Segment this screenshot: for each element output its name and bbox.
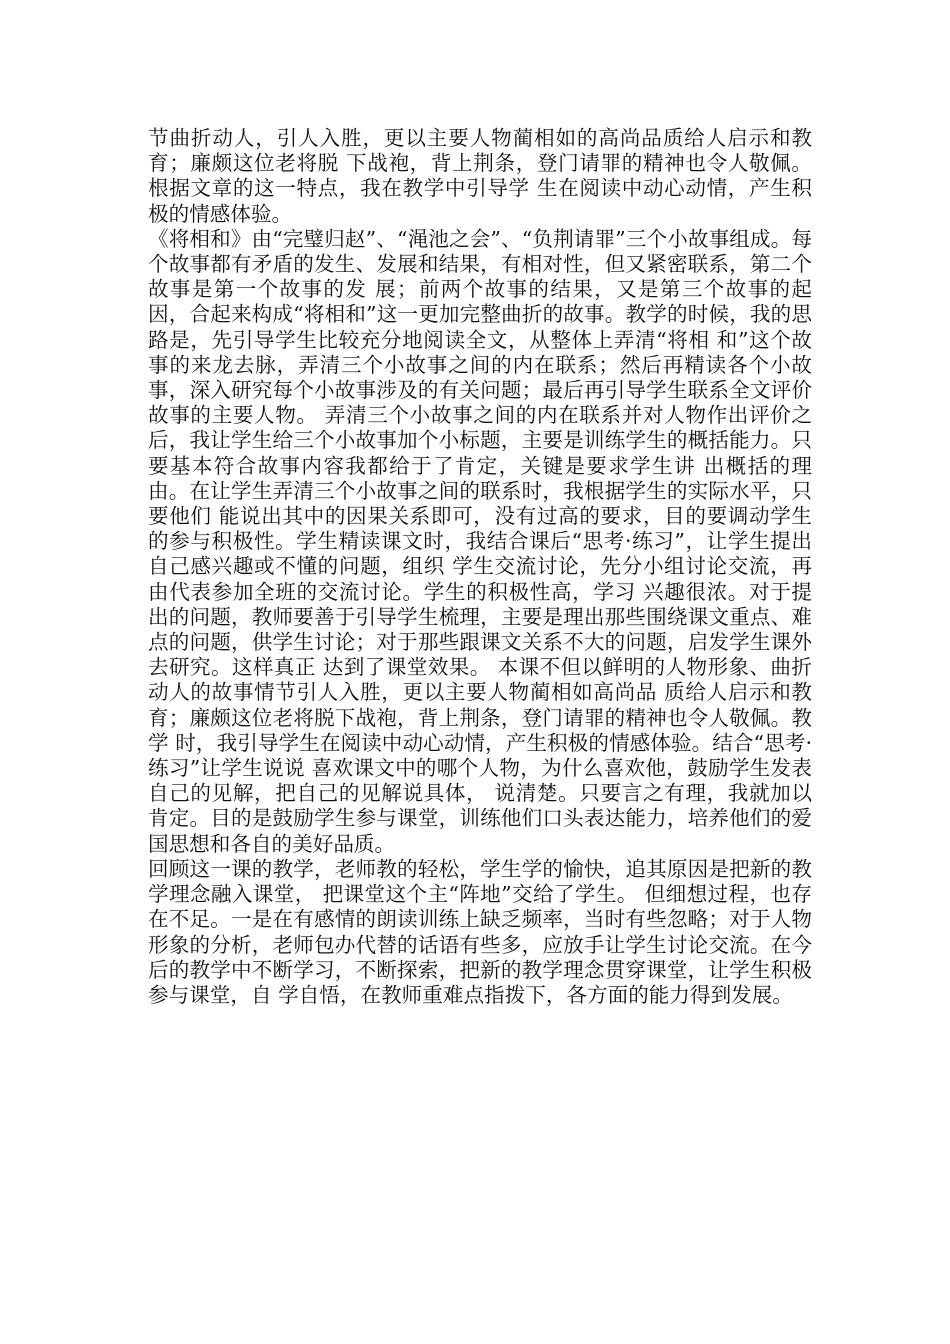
paragraph-main: 《将相和》由“完璧归赵”、“渑池之会”、“负荆请罪”三个小故事组成。每个故事都有矛盾的发生、发展和结果，有相对性，但又紧密联系，第二个故事是第一个故事的发 展；前两个故事的结果，又是第三个故事的起因，合起来构成“将相和”这一更加完整曲折的故事。教学的时候，我的思路是，先引导学生比较充分地阅读全文，从整体上弄清“将相 和”这个故事的来龙去脉，弄清三个小故事之间的内在联系；然后再精读各个小故事，深入研究每个小故事涉及的有关问题；最后再引导学生联系全文评价故事的主要人物。 弄清三个小故事之间的内在联系并对人物作出评价之后，我让学生给三个小故事加个小标题，主要是训练学生的概括能力。只要基本符合故事内容我都给于了肯定，关键是要求学生讲 出概括的理由。在让学生弄清三个小故事之间的联系时，我根据学生的实际水平，只要他们 能说出其中的因果关系即可，没有过高的要求，目的要调动学生的参与积极性。学生精读课文时，我结合课后“思考·练习”，让学生提出自己感兴趣或不懂的问题，组织 学生交流讨论，先分小组讨论交流，再由代表参加全班的交流讨论。学生的积极性高，学习 兴趣很浓。对于提出的问题，教师要善于引导学生梳理，主要是理出那些围绕课文重点、难 点的问题，供学生讨论；对于那些跟课文关系不大的问题，启发学生课外去研究。这样真正 达到了课堂效果。 本课不但以鲜明的人物形象、曲折动人的故事情节引人入胜，更以主要人物蔺相如高尚品 质给人启示和教育；廉颇这位老将脱下战袍，背上荆条，登门请罪的精神也令人敬佩。教学 时，我引导学生在阅读中动心动情，产生积极的情感体验。结合“思考·练习”让学生说说 喜欢课文中的哪个人物，为什么喜欢他，鼓励学生发表自己的见解，把自己的见解说具体， 说清楚。只要言之有理，我就加以肯定。目的是鼓励学生参与课堂，训练他们口头表达能力，培养他们的爱国思想和各自的美好品质。: [148, 226, 812, 856]
document-body: [148, 126, 812, 1008]
paragraph-reflection: 回顾这一课的教学，老师教的轻松，学生学的愉快，追其原因是把新的教学理念融入课堂， 把课堂这个主“阵地”交给了学生。 但细想过程，也存在不足。一是在有感情的朗读训练上缺乏频率，当时有些忽略；对于人物 形象的分析，老师包办代替的话语有些多，应放手让学生讨论交流。在今后的教学中不断学习，不断探索，把新的教学理念贯穿课堂，让学生积极参与课堂，自 学自悟，在教师重难点指拨下，各方面的能力得到发展。: [148, 856, 812, 1007]
paragraph-intro: 节曲折动人，引人入胜，更以主要人物蔺相如的高尚品质给人启示和教育；廉颇这位老将脱 下战袍，背上荆条，登门请罪的精神也令人敬佩。根据文章的这一特点，我在教学中引导学 生在阅读中动心动情，产生积极的情感体验。: [148, 126, 812, 226]
